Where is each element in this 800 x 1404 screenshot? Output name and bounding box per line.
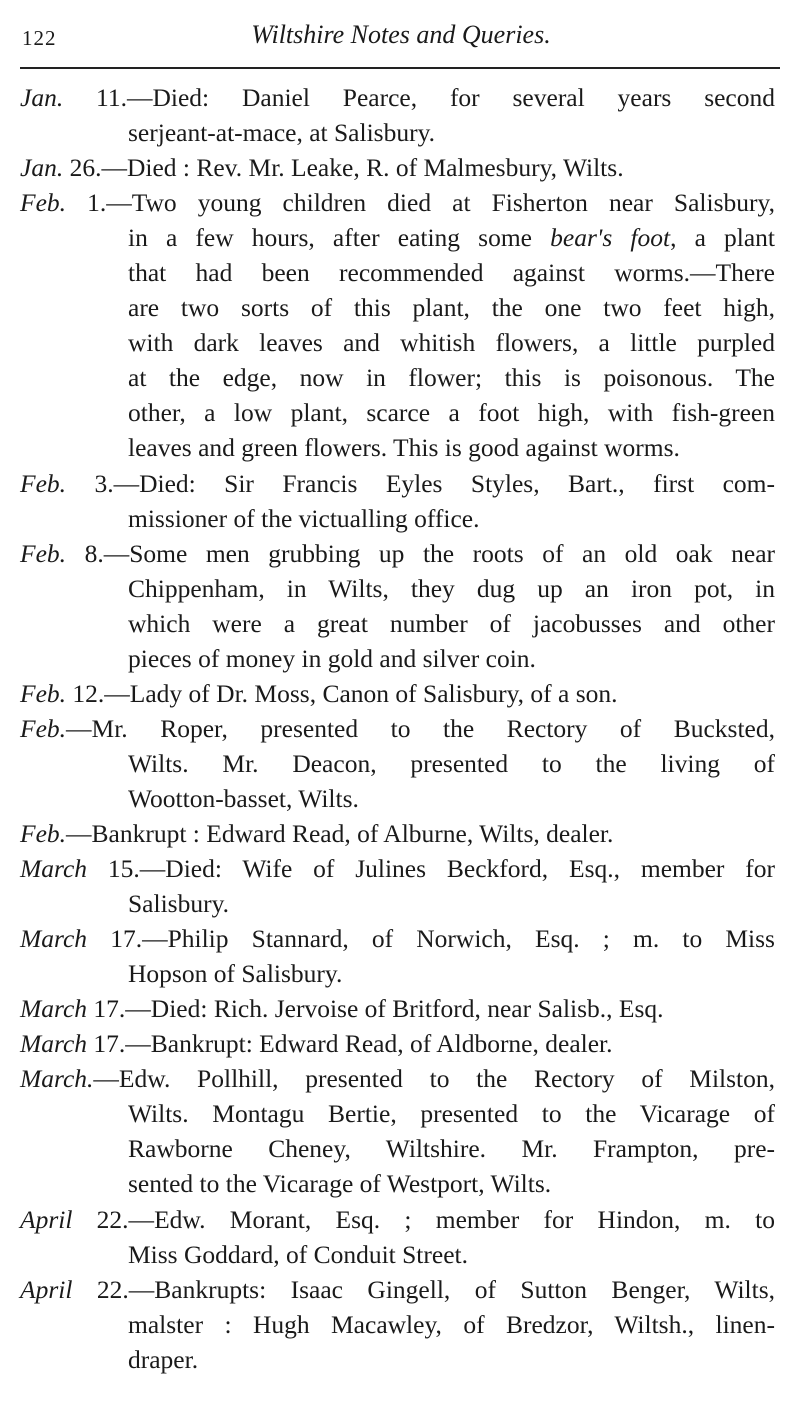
entry-text: draper. bbox=[128, 1344, 199, 1374]
entry-line bbox=[20, 1202, 775, 1237]
entry-date-month: Feb. bbox=[20, 678, 67, 708]
chronicle-entry bbox=[20, 1061, 775, 1201]
entry-date-month: March bbox=[20, 1029, 88, 1059]
entry-line bbox=[20, 325, 775, 360]
entry-line bbox=[20, 886, 775, 921]
chronicle-entry bbox=[20, 150, 775, 185]
entry-date-month: Jan. bbox=[20, 153, 64, 183]
entry-line bbox=[20, 220, 775, 255]
entry-date-day: 12.— bbox=[66, 678, 130, 708]
entry-line bbox=[20, 781, 775, 816]
entry-date-month: Feb. bbox=[20, 818, 67, 848]
entry-line bbox=[20, 466, 775, 501]
entry-text: Died: Rich. Jervoise of Britford, near Salisb., Esq. bbox=[150, 994, 664, 1024]
entry-line bbox=[20, 1131, 775, 1166]
entry-text: Miss Goddard, of Conduit Street. bbox=[128, 1239, 468, 1269]
entry-text: malster : Hugh Macawley, of Bredzor, Wiltsh., linen- bbox=[128, 1309, 775, 1339]
entry-date-month: March bbox=[20, 924, 88, 954]
entry-line bbox=[20, 1166, 775, 1201]
entry-text: Died: Daniel Pearce, for several years second bbox=[152, 83, 776, 112]
entry-line bbox=[20, 956, 775, 991]
chronicle-entry bbox=[20, 921, 775, 991]
entry-date-month: Jan. bbox=[20, 83, 64, 112]
entry-text: Wootton-basset, Wilts. bbox=[128, 783, 359, 813]
entry-date-day: 22.— bbox=[72, 1204, 155, 1234]
entry-line bbox=[20, 395, 775, 430]
entry-text: Bankrupt : Edward Read, of Alburne, Wilts, dealer. bbox=[91, 818, 614, 848]
entry-date-day: — bbox=[66, 818, 92, 848]
entry-date-day: 17.— bbox=[87, 994, 151, 1024]
entry-text: Bankrupt: Edward Read, of Aldborne, dealer. bbox=[150, 1029, 613, 1059]
entry-line bbox=[20, 290, 775, 325]
entry-text: Two young children died at Fisherton near Salisbury, bbox=[131, 188, 775, 218]
entry-text: Died : Rev. Mr. Leake, R. of Malmesbury, Wilts. bbox=[126, 153, 624, 183]
entry-date-day: 11.— bbox=[63, 83, 153, 112]
entry-date-month: Feb. bbox=[20, 713, 67, 743]
entry-text: with dark leaves and whitish flowers, a little purpled bbox=[128, 328, 775, 358]
entry-line bbox=[20, 1061, 775, 1096]
entry-text: Salisbury. bbox=[128, 889, 230, 919]
entry-line bbox=[20, 641, 775, 676]
entry-text: other, a low plant, scarce a foot high, with fish-green bbox=[128, 398, 775, 428]
entry-text: Philip Stannard, of Norwich, Esq. ; m. to Miss bbox=[167, 924, 775, 954]
entry-line bbox=[20, 1026, 775, 1061]
entry-text: Some men grubbing up the roots of an old oak near bbox=[129, 538, 776, 568]
entry-text: , a plant bbox=[670, 223, 775, 253]
entry-text: Died: Wife of Julines Beckford, Esq., member for bbox=[165, 854, 775, 884]
entry-line bbox=[20, 1096, 775, 1131]
entry-date-month: April bbox=[20, 1204, 73, 1234]
entry-line bbox=[20, 851, 775, 886]
entry-line bbox=[20, 360, 775, 395]
entry-line bbox=[20, 991, 775, 1026]
entry-text: serjeant-at-mace, at Salisbury. bbox=[128, 118, 436, 148]
entry-date-day: — bbox=[66, 713, 92, 743]
page-header bbox=[22, 20, 780, 60]
entry-text: Wilts. Mr. Deacon, presented to the living of bbox=[128, 748, 775, 778]
chronicle-entry bbox=[20, 711, 775, 816]
entry-date-day: 1.— bbox=[66, 188, 132, 218]
chronicle-entry bbox=[20, 851, 775, 921]
entry-date-month: March bbox=[20, 994, 88, 1024]
entry-text: Bankrupts: Isaac Gingell, of Sutton Benger, Wilts, bbox=[154, 1274, 776, 1304]
entry-date-month: Feb. bbox=[20, 188, 67, 218]
entry-date-month: March bbox=[20, 854, 88, 884]
entry-text: Edw. Morant, Esq. ; member for Hindon, m. to bbox=[154, 1204, 775, 1234]
entry-line bbox=[20, 921, 775, 956]
entry-text: are two sorts of this plant, the one two feet high, bbox=[128, 293, 775, 323]
entry-line bbox=[20, 536, 775, 571]
page-number: 122 bbox=[22, 26, 57, 50]
entry-text: Died: Sir Francis Eyles Styles, Bart., first com- bbox=[139, 468, 775, 498]
entry-line bbox=[20, 676, 775, 711]
chronicle-entry bbox=[20, 991, 775, 1026]
chronicle-entry bbox=[20, 185, 775, 465]
entry-line bbox=[20, 115, 775, 150]
chronicle-entry bbox=[20, 80, 775, 150]
entry-date-day: — bbox=[93, 1064, 119, 1094]
entry-text: Edw. Pollhill, presented to the Rectory of Milston, bbox=[118, 1064, 775, 1094]
entry-line bbox=[20, 746, 775, 781]
entry-text: pieces of money in gold and silver coin. bbox=[128, 643, 536, 673]
entry-line bbox=[20, 816, 775, 851]
chronicle-entry bbox=[20, 466, 775, 536]
entry-line bbox=[20, 80, 775, 115]
header-rule bbox=[20, 67, 780, 69]
entry-line bbox=[20, 711, 775, 746]
chronicle-entry bbox=[20, 1272, 775, 1377]
entry-text: Hopson of Salisbury. bbox=[128, 959, 343, 989]
entry-date-day: 22.— bbox=[72, 1274, 155, 1304]
chronicle-entry bbox=[20, 816, 775, 851]
entry-line bbox=[20, 1307, 775, 1342]
running-title: Wiltshire Notes and Queries. bbox=[251, 20, 551, 49]
entry-text: sented to the Vicarage of Westport, Wilts. bbox=[128, 1169, 552, 1199]
entry-date-day: 3.— bbox=[66, 468, 140, 498]
entry-text: in a few hours, after eating some bbox=[128, 223, 551, 253]
entry-line bbox=[20, 185, 775, 220]
entry-text: Rawborne Cheney, Wiltshire. Mr. Frampton, pre- bbox=[128, 1134, 775, 1164]
entry-date-day: 17.— bbox=[87, 1029, 151, 1059]
entry-line bbox=[20, 571, 775, 606]
entry-line bbox=[20, 1272, 775, 1307]
entry-text: Wilts. Montagu Bertie, presented to the Vicarage of bbox=[128, 1099, 775, 1129]
entry-date-month: March. bbox=[20, 1064, 94, 1094]
chronicle-entry bbox=[20, 1202, 775, 1272]
entry-date-day: 15.— bbox=[87, 854, 166, 884]
entry-line bbox=[20, 150, 775, 185]
entry-line bbox=[20, 501, 775, 536]
entry-date-month: Feb. bbox=[20, 468, 67, 498]
chronicle-entry bbox=[20, 676, 775, 711]
entry-text: at the edge, now in flower; this is poisonous. The bbox=[128, 363, 775, 393]
entry-text: Mr. Roper, presented to the Rectory of Bucksted, bbox=[91, 713, 775, 743]
entry-date-month: April bbox=[20, 1274, 73, 1304]
entry-line bbox=[20, 255, 775, 290]
entry-date-day: 17.— bbox=[87, 924, 168, 954]
italic-term: bear's foot bbox=[550, 223, 671, 253]
entry-line bbox=[20, 430, 775, 465]
entry-line bbox=[20, 606, 775, 641]
chronicle-entry bbox=[20, 536, 775, 676]
entry-line bbox=[20, 1342, 775, 1377]
entry-date-day: 26.— bbox=[63, 153, 127, 183]
entry-text: which were a great number of jacobusses and other bbox=[128, 608, 775, 638]
entry-text: that had been recommended against worms.—There bbox=[128, 258, 775, 288]
entry-text: Chippenham, in Wilts, they dug up an iron pot, in bbox=[128, 573, 775, 603]
chronicle-entry bbox=[20, 1026, 775, 1061]
entry-date-month: Feb. bbox=[20, 538, 67, 568]
entry-date-day: 8.— bbox=[66, 538, 130, 568]
entry-line bbox=[20, 1237, 775, 1272]
entry-text: leaves and green flowers. This is good against worms. bbox=[128, 433, 680, 463]
entry-text: Lady of Dr. Moss, Canon of Salisbury, of a son. bbox=[129, 678, 618, 708]
entry-text: missioner of the victualling office. bbox=[128, 503, 480, 533]
entries-list bbox=[20, 80, 775, 1377]
